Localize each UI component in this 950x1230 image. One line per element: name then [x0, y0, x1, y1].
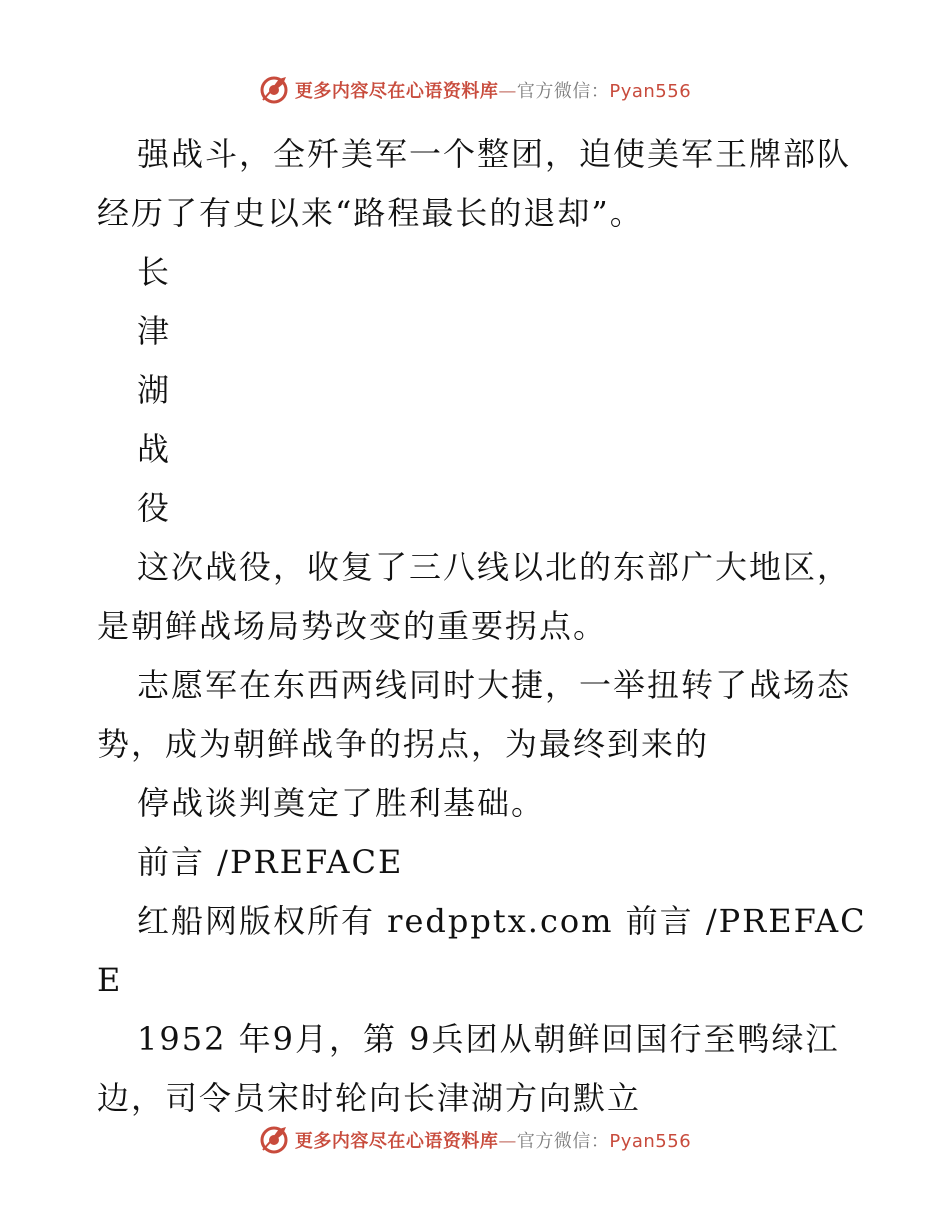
banner-wechat-id: Pyan556	[609, 81, 692, 102]
paragraph: 停战谈判奠定了胜利基础。	[137, 784, 546, 822]
banner-separator: —	[498, 1131, 517, 1152]
paragraph: 红船网版权所有 redpptx.com 前言 /PREFACE	[97, 902, 867, 999]
document-body	[97, 125, 867, 1128]
paragraph: 志愿军在东西两线同时大捷，一举扭转了战场态势，成为朝鲜战争的拐点，为最终到来的	[97, 666, 852, 763]
paragraph: 强战斗，全歼美军一个整团，迫使美军王牌部队经历了有史以来“路程最长的退却”。	[97, 135, 852, 232]
banner-text	[295, 77, 691, 103]
banner-label: 官方微信：	[516, 81, 610, 102]
banner-wechat-id: Pyan556	[609, 1131, 692, 1152]
banner-title: 更多内容尽在心语资料库	[294, 81, 499, 102]
quill-seal-icon	[259, 1125, 289, 1155]
banner-title: 更多内容尽在心语资料库	[294, 1131, 499, 1152]
paragraph: 长	[137, 253, 172, 291]
paragraph: 1952 年9月，第 9兵团从朝鲜回国行至鸭绿江边，司令员宋时轮向长津湖方向默立	[97, 1020, 840, 1117]
paragraph: 前言 /PREFACE	[137, 843, 404, 881]
banner-label: 官方微信：	[516, 1131, 610, 1152]
paragraph: 湖	[137, 371, 172, 409]
paragraph: 役	[137, 489, 172, 527]
quill-seal-icon	[259, 75, 289, 105]
header-banner	[0, 70, 950, 110]
banner-separator: —	[498, 81, 517, 102]
paragraph: 战	[137, 430, 172, 468]
paragraph: 这次战役，收复了三八线以北的东部广大地区，是朝鲜战场局势改变的重要拐点。	[97, 548, 852, 645]
banner-text	[295, 1127, 691, 1153]
footer-banner	[0, 1120, 950, 1160]
paragraph: 津	[137, 312, 172, 350]
